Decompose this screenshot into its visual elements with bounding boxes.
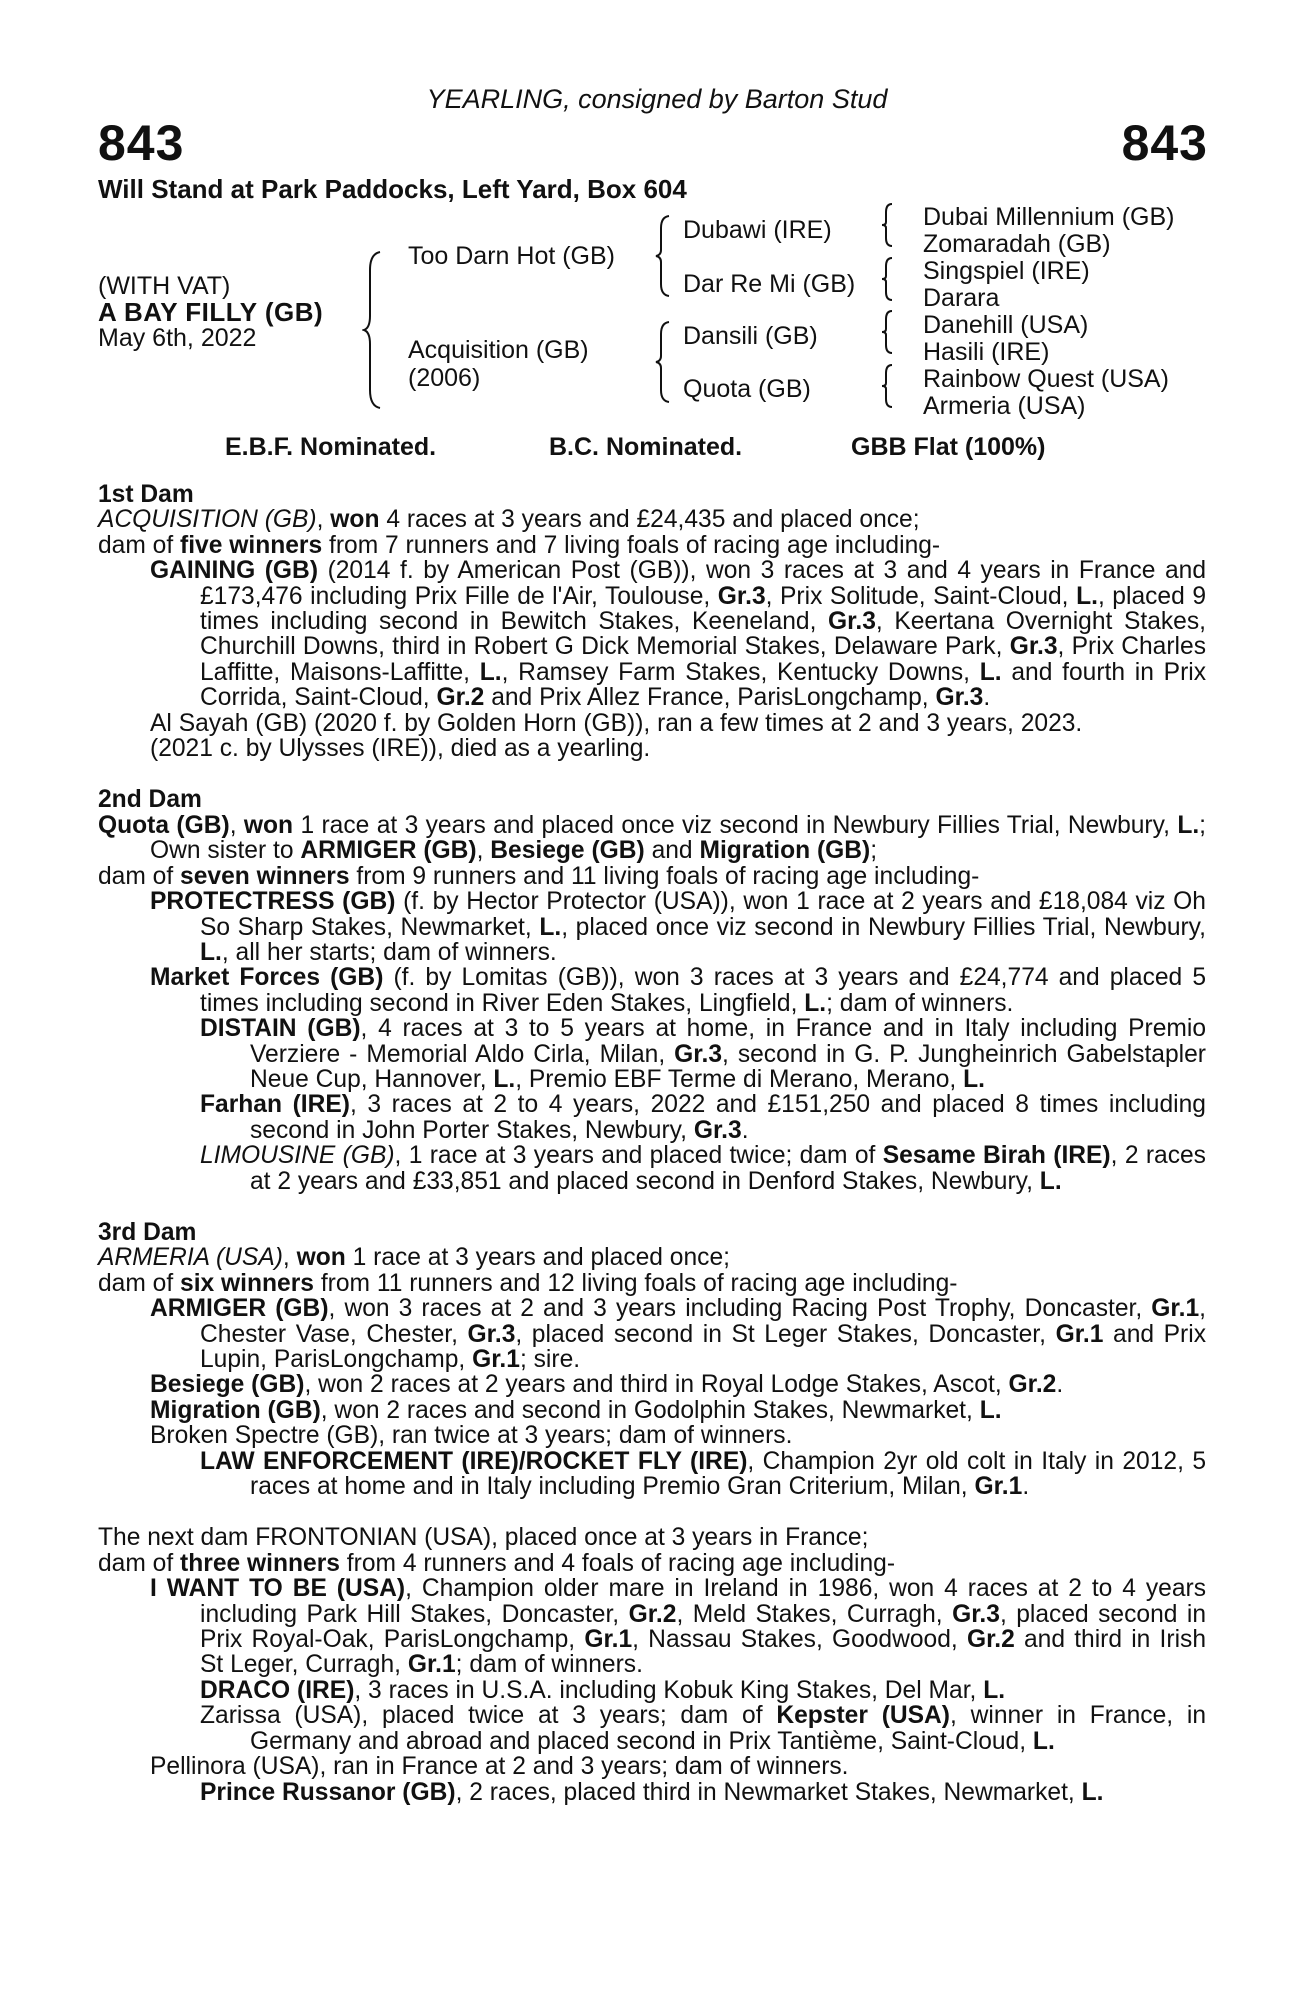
- second-dam-heading: 2nd Dam: [98, 786, 202, 814]
- second-dam-produce: dam of seven winners from 9 runners and 11 living foals of racing age including-: [98, 862, 980, 890]
- dam-sire-dam: Hasili (IRE): [923, 338, 1050, 366]
- bc-nomination: B.C. Nominated.: [549, 433, 743, 461]
- vat-note: (WITH VAT): [98, 272, 231, 300]
- produce-distain: DISTAIN (GB), 4 races at 3 to 5 years at home, in France and in Italy including Premio Verziere - Memorial Aldo Cirla, Milan, Gr.3, second in G. P. Jungheinrich Gabelstapler Neue Cup, Hannover, L., Premio EBF Terme di Merano, Merano, L.: [200, 1015, 1206, 1093]
- dam-sire: Dansili (GB): [683, 322, 818, 350]
- sire-dam-dam: Darara: [923, 284, 1000, 312]
- produce-law-enforcement: LAW ENFORCEMENT (IRE)/ROCKET FLY (IRE), Champion 2yr old colt in Italy in 2012, 5 races at home and in Italy including Premio Gran Criterium, Milan, Gr.1.: [200, 1447, 1207, 1501]
- brace-g3-4: [880, 363, 894, 409]
- produce-zarissa: Zarissa (USA), placed twice at 3 years; dam of Kepster (USA), winner in France, in Germany and abroad and placed second in Prix Tantième, Saint-Cloud, L.: [200, 1702, 1207, 1755]
- produce-besiege: Besiege (GB), won 2 races at 2 years and third in Royal Lodge Stakes, Ascot, Gr.2.: [150, 1371, 1064, 1399]
- pedigree-brace-dam: [654, 320, 672, 404]
- next-dam-line: The next dam FRONTONIAN (USA), placed once at 3 years in France;: [98, 1524, 869, 1552]
- gbb-nomination: GBB Flat (100%): [851, 433, 1046, 461]
- consignment-line: YEARLING, consigned by Barton Stud: [426, 84, 888, 114]
- next-dam-produce: dam of three winners from 4 runners and 4 foals of racing age including-: [98, 1549, 896, 1577]
- dam-sire-sire: Danehill (USA): [923, 311, 1089, 339]
- produce-pellinora: Pellinora (USA), ran in France at 2 and 3 years; dam of winners.: [150, 1753, 849, 1781]
- third-dam-produce: dam of six winners from 11 runners and 12 living foals of racing age including-: [98, 1269, 958, 1297]
- lot-number-left: 843: [98, 115, 185, 171]
- produce-al-sayah: Al Sayah (GB) (2020 f. by Golden Horn (GB)), ran a few times at 2 and 3 years, 2023.: [150, 709, 1083, 737]
- first-dam-line: ACQUISITION (GB), won 4 races at 3 years and £24,435 and placed once;: [98, 506, 920, 534]
- dam-dam: Quota (GB): [683, 375, 811, 403]
- second-dam-line: Quota (GB), won 1 race at 3 years and placed once viz second in Newbury Fillies Trial, Newbury, L.; Own sister to ARMIGER (GB), Besiege (GB) and Migration (GB);: [98, 811, 1207, 865]
- brace-g3-1: [880, 202, 894, 248]
- sire-dam: Dar Re Mi (GB): [683, 270, 856, 298]
- produce-2021-colt: (2021 c. by Ulysses (IRE)), died as a yearling.: [150, 735, 651, 763]
- dam-year: (2006): [408, 364, 481, 392]
- produce-prince-russanor: Prince Russanor (GB), 2 races, placed third in Newmarket Stakes, Newmarket, L.: [200, 1778, 1104, 1806]
- produce-migration: Migration (GB), won 2 races and second in Godolphin Stakes, Newmarket, L.: [150, 1396, 1002, 1424]
- sire-sire-dam: Zomaradah (GB): [923, 230, 1111, 258]
- stand-location: Will Stand at Park Paddocks, Left Yard, Box 604: [98, 174, 687, 204]
- produce-limousine: LIMOUSINE (GB), 1 race at 3 years and placed twice; dam of Sesame Birah (IRE), 2 races at 2 years and £33,851 and placed second in Denford Stakes, Newbury, L.: [200, 1142, 1206, 1195]
- sire-sire: Dubawi (IRE): [683, 216, 832, 244]
- brace-g3-2: [880, 256, 894, 302]
- produce-gaining: GAINING (GB) (2014 f. by American Post (GB)), won 3 races at 3 and 4 years in France and £173,476 including Prix Fille de l'Air, Toulouse, Gr.3, Prix Solitude, Saint-Cloud, L., placed 9 times including second in Bewitch Stakes, Keeneland, Gr.3, Keertana Overnight Stakes, Churchill Downs, third in Robert G Dick Memorial Stakes, Delaware Park, Gr.3, Prix Charles Laffitte, Maisons-Laffitte, L., Ramsey Farm Stakes, Kentucky Downs, L. and fourth in Prix Corrida, Saint-Cloud, Gr.2 and Prix Allez France, ParisLongchamp, Gr.3.: [150, 557, 1207, 712]
- produce-farhan: Farhan (IRE), 3 races at 2 to 4 years, 2022 and £151,250 and placed 8 times including second in John Porter Stakes, Newbury, Gr.3.: [200, 1091, 1206, 1144]
- produce-i-want-to-be: I WANT TO BE (USA), Champion older mare in Ireland in 1986, won 4 races at 2 to 4 years including Park Hill Stakes, Doncaster, Gr.2, Meld Stakes, Curragh, Gr.3, placed second in Prix Royal-Oak, ParisLongchamp, Gr.1, Nassau Stakes, Goodwood, Gr.2 and third in Irish St Leger, Curragh, Gr.1; dam of winners.: [150, 1575, 1207, 1679]
- brace-g3-3: [880, 309, 894, 355]
- first-dam-produce: dam of five winners from 7 runners and 7 living foals of racing age including-: [98, 531, 941, 559]
- sire-dam-sire: Singspiel (IRE): [923, 257, 1090, 285]
- third-dam-line: ARMERIA (USA), won 1 race at 3 years and placed once;: [98, 1244, 730, 1272]
- pedigree-brace-main: [362, 250, 384, 410]
- dam: Acquisition (GB): [408, 336, 589, 364]
- horse-description: A BAY FILLY (GB): [98, 297, 324, 327]
- produce-market-forces: Market Forces (GB) (f. by Lomitas (GB)), won 3 races at 3 years and £24,774 and placed 5 times including second in River Eden Stakes, Lingfield, L.; dam of winners.: [150, 964, 1206, 1017]
- produce-armiger: ARMIGER (GB), won 3 races at 2 and 3 years including Racing Post Trophy, Doncaster, Gr.1, Chester Vase, Chester, Gr.3, placed second in St Leger Stakes, Doncaster, Gr.1 and Prix Lupin, ParisLongchamp, Gr.1; sire.: [150, 1295, 1206, 1373]
- ebf-nomination: E.B.F. Nominated.: [225, 433, 437, 461]
- foaling-date: May 6th, 2022: [98, 324, 257, 352]
- catalogue-body: [98, 482, 1206, 1805]
- lot-number-right: 843: [1121, 115, 1208, 171]
- sire: Too Darn Hot (GB): [408, 242, 616, 270]
- produce-protectress: PROTECTRESS (GB) (f. by Hector Protector (USA)), won 1 race at 2 years and £18,084 viz Oh So Sharp Stakes, Newmarket, L., placed once viz second in Newbury Fillies Trial, Newbury, L., all her starts; dam of winners.: [150, 888, 1206, 966]
- sire-sire-sire: Dubai Millennium (GB): [923, 203, 1175, 231]
- produce-broken-spectre: Broken Spectre (GB), ran twice at 3 years; dam of winners.: [150, 1422, 793, 1450]
- dam-dam-dam: Armeria (USA): [923, 392, 1086, 420]
- produce-draco: DRACO (IRE), 3 races in U.S.A. including Kobuk King Stakes, Del Mar, L.: [200, 1676, 1006, 1704]
- pedigree-brace-sire: [654, 214, 672, 298]
- dam-dam-sire: Rainbow Quest (USA): [923, 365, 1169, 393]
- first-dam-heading: 1st Dam: [98, 481, 194, 508]
- third-dam-heading: 3rd Dam: [98, 1218, 197, 1246]
